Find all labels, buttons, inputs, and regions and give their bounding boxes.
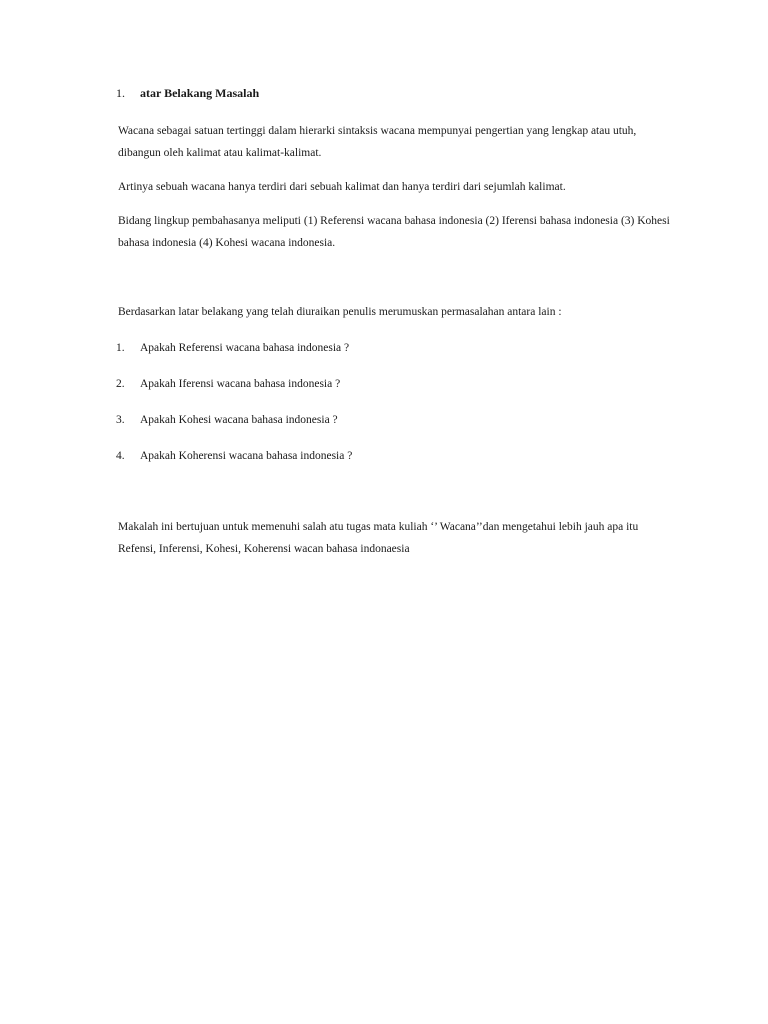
- list-text: Apakah Iferensi wacana bahasa indonesia ?: [140, 378, 341, 390]
- paragraph-problem-intro: Berdasarkan latar belakang yang telah diuraikan penulis merumuskan permasalahan antara lain :: [118, 306, 562, 318]
- section-heading: [116, 86, 259, 101]
- section-title: atar Belakang Masalah: [140, 86, 260, 100]
- list-text: Apakah Referensi wacana bahasa indonesia ?: [140, 342, 350, 354]
- list-text: Apakah Koherensi wacana bahasa indonesia ?: [140, 450, 353, 462]
- section-number: 1.: [116, 86, 125, 100]
- list-number: 1.: [116, 342, 125, 354]
- list-item: [116, 446, 352, 466]
- list-item: [116, 410, 338, 430]
- list-item: [116, 338, 349, 358]
- list-number: 4.: [116, 450, 125, 462]
- list-text: Apakah Kohesi wacana bahasa indonesia ?: [140, 414, 338, 426]
- list-number: 3.: [116, 414, 125, 426]
- list-number: 2.: [116, 378, 125, 390]
- list-item: [116, 374, 340, 394]
- paragraph-scope: Bidang lingkup pembahasanya meliputi (1) Referensi wacana bahasa indonesia (2) Iferensi bahasa indonesia (3) Kohesi bahasa indonesia (4) Kohesi wacana indonesia.: [118, 215, 670, 249]
- paragraph-purpose: Makalah ini bertujuan untuk memenuhi salah atu tugas mata kuliah ‘’ Wacana’’dan mengetahui lebih jauh apa itu Refensi, Inferensi, Kohesi, Koherensi wacan bahasa indonaesia: [118, 521, 639, 555]
- paragraph-definition: Wacana sebagai satuan tertinggi dalam hierarki sintaksis wacana mempunyai pengertian yang lengkap atau utuh, dibangun oleh kalimat atau kalimat-kalimat.: [118, 125, 637, 159]
- paragraph-meaning: Artinya sebuah wacana hanya terdiri dari sebuah kalimat dan hanya terdiri dari sejumlah kalimat.: [118, 181, 566, 193]
